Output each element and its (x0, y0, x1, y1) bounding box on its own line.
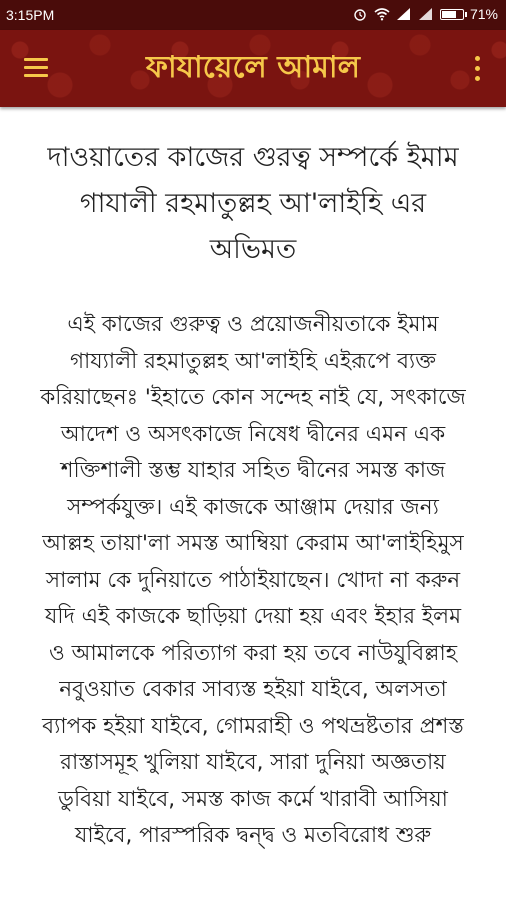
article-body: এই কাজের গুরুত্ব ও প্রয়োজনীয়তাকে ইমাম গায্যালী রহমাতুল্লহ আ'লাইহি এইরূপে ব্যক্ত করিয়াছেনঃ 'ইহাতে কোন সন্দেহ নাই যে, সৎকাজে আদেশ ও অসৎকাজে নিষেধ দ্বীনের এমন এক শক্তিশালী স্তম্ভ যাহার সহিত দ্বীনের সমস্ত কাজ সম্পর্কযুক্ত। এই কাজকে আঞ্জাম দেয়ার জন্য আল্লহ তায়া'লা সমস্ত আম্বিয়া কেরাম আ'লাইহিমুস সালাম কে দুনিয়াতে পাঠাইয়াছেন। খোদা না করুন যদি এই কাজকে ছাড়িয়া দেয়া হয় এবং ইহার ইলম ও আমালকে পরিত্যাগ করা হয় তবে নাউযুবিল্লাহ নবুওয়াত বেকার সাব্যস্ত হইয়া যাইবে, অলসতা ব্যাপক হইয়া যাইবে, গোমরাহী ও পথভ্রষ্টতার প্রশস্ত রাস্তাসমূহ খুলিয়া যাইবে, সারা দুনিয়া অজ্ঞতায় ডুবিয়া যাইবে, সমস্ত কাজ কর্মে খারাবী আসিয়া যাইবে, পারস্পরিক দ্বন্দ্ব ও মতবিরোধ শুরু (40, 312, 466, 848)
hamburger-menu-icon[interactable] (22, 56, 52, 82)
article-heading: দাওয়াতের কাজের গুরত্ব সম্পর্কে ইমাম গাযালী রহমাতুল্লহ আ'লাইহি এর অভিমত (47, 142, 459, 265)
more-options-icon[interactable] (470, 54, 484, 84)
wifi-icon (374, 7, 390, 21)
status-bar (0, 0, 506, 30)
signal-icon-secondary (418, 7, 434, 21)
alarm-icon (352, 7, 368, 21)
battery-level (442, 11, 456, 18)
status-icons (352, 6, 498, 22)
battery-percent: 71% (469, 6, 498, 22)
signal-icon (396, 7, 412, 21)
article-content[interactable] (0, 107, 506, 900)
status-time: 3:15PM (6, 7, 55, 23)
app-title: ফাযায়েলে আমাল (146, 50, 360, 85)
app-bar (0, 30, 506, 107)
battery-icon (440, 9, 464, 20)
